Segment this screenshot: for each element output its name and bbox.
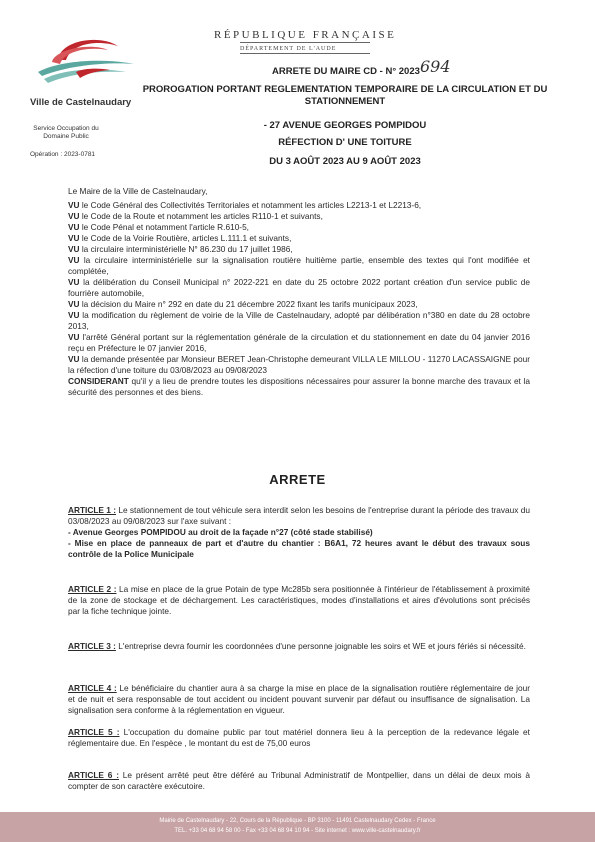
city-logo [30,32,140,96]
footer-bar [0,812,595,842]
article-1: ARTICLE 1 : Le stationnement de tout véhicule sera interdit selon les besoins de l'entreprise durant la période des travaux du 03/08/2023 au 09/08/2023 sur l'axe suivant : - Avenue Georges POMPIDOU au droit de la façade n°27 (côté stade stabilisé) - Mise en place de panneaux de part et d'autre du chantier : B6A1, 72 heures avant le début des travaux sous contrôle de la Police Municipale [68,505,530,559]
vu-item: VU la demande présentée par Monsieur BERET Jean-Christophe demeurant VILLA LE MILLOU - 11270 LACASSAIGNE pour la réfection d'une toiture du 03/08/2023 au 09/08/2023 [68,354,530,375]
operation-number: Opération : 2023-0781 [30,151,96,158]
article-2: ARTICLE 2 : La mise en place de la grue Potain de type Mc285b sera positionnée à l'intérieur de l'établissement à proximité de la zone de stockage et de déchargement. Les caractéristiques, modes d'installations et aires d'évolutions sont précisés par la fiche technique jointe. [68,584,530,616]
article-3: ARTICLE 3 : L'entreprise devra fournir les coordonnées d'une personne joignable les soirs et WE et jours fériés si nécessité. [68,641,526,651]
city-name: Ville de Castelnaudary [30,97,132,108]
vu-item: VU le Code de la Voirie Routière, articles L.111.1 et suivants, [68,233,292,243]
vu-item: VU la délibération du Conseil Municipal n° 2022-221 en date du 25 octobre 2022 portant création d'un service public de fourrière automobile, [68,277,530,298]
article-1-line: - Avenue Georges POMPIDOU au droit de la façade n°27 (côté stade stabilisé) [68,527,373,537]
article-6: ARTICLE 6 : Le présent arrêté peut être déféré au Tribunal Administratif de Montpellier, dans un délai de deux mois à compter de son caractère exécutoire. [68,770,530,791]
article-4: ARTICLE 4 : Le bénéficiaire du chantier aura à sa charge la mise en place de la signalisation routière réglementaire de jour et de nuit et sera responsable de tout accident ou incident pouvant survenir par défaut ou insuffisance de signalisation. La signalisation sera conforme à la réglementation en vigueur. [68,683,530,715]
vu-item: VU le Code Pénal et notamment l'article R.610-5, [68,222,249,232]
divider [240,53,370,54]
departement: DÉPARTEMENT DE L'AUDE [240,46,337,52]
considerant-item: CONSIDERANT qu'il y a lieu de prendre toutes les dispositions nécessaires pour assurer la bonne marche des travaux et la sécurité des personnes et des biens. [68,376,530,397]
intro: Le Maire de la Ville de Castelnaudary, [68,186,208,196]
vu-list [68,200,530,398]
footer-address: Mairie de Castelnaudary - 22, Cours de la République - BP 3100 - 11491 Castelnaudary Cedex - France [159,818,436,824]
castelnaudary-logo-icon [30,32,140,96]
address: - 27 AVENUE GEORGES POMPIDOU [263,120,427,131]
arrete-number: ARRETE DU MAIRE CD - N° 2023 - [272,66,426,77]
republique-francaise: RÉPUBLIQUE FRANÇAISE [214,29,397,41]
work-type: RÉFECTION D' UNE TOITURE [278,137,412,148]
vu-item: VU la circulaire interministérielle sur la signalisation routière huitième partie, ensemble des textes qui l'ont modifiée et complétée, [68,255,530,276]
vu-item: VU l'arrêté Général portant sur la réglementation générale de la circulation et du stationnement en date du 04 janvier 2016 reçu en Préfecture le 07 janvier 2016, [68,332,530,353]
handwritten-number: 694 [420,57,451,76]
vu-item: VU la modification du règlement de voirie de la Ville de Castelnaudary, adopté par délibération n°380 en date du 28 octobre 2013, [68,310,530,331]
vu-item: VU le Code de la Route et notamment les articles R110-1 et suivants, [68,211,323,221]
date-range: DU 3 AOÛT 2023 AU 9 AOÛT 2023 [269,156,421,167]
footer-contact: TEL. +33 04 68 94 58 00 - Fax +33 04 68 94 10 94 - Site internet : www.ville-castelnaudary.fr [174,828,421,834]
vu-item: VU la circulaire interministérielle N° 86.230 du 17 juillet 1986, [68,244,293,254]
article-1-line: - Mise en place de panneaux de part et d'autre du chantier : B6A1, 72 heures avant le début des travaux sous contrôle de la Police Municipale [68,538,530,559]
vu-item: VU la décision du Maire n° 292 en date du 21 décembre 2022 fixant les tarifs municipaux 2023, [68,299,418,309]
divider [240,42,370,43]
vu-item: VU le Code Général des Collectivités Territoriales et notamment les articles L2213-1 et L2213-6, [68,200,422,210]
article-5: ARTICLE 5 : L'occupation du domaine public par tout matériel donnera lieu à la perception de la redevance légale et réglementaire due. En l'espèce , le montant du est de 75,00 euros [68,727,530,748]
document-title: PROROGATION PORTANT REGLEMENTATION TEMPORAIRE DE LA CIRCULATION ET DU STATIONNEMENT [142,84,548,107]
service-name: Service Occupation du Domaine Public [33,125,99,140]
arrete-heading: ARRETE [269,472,326,487]
